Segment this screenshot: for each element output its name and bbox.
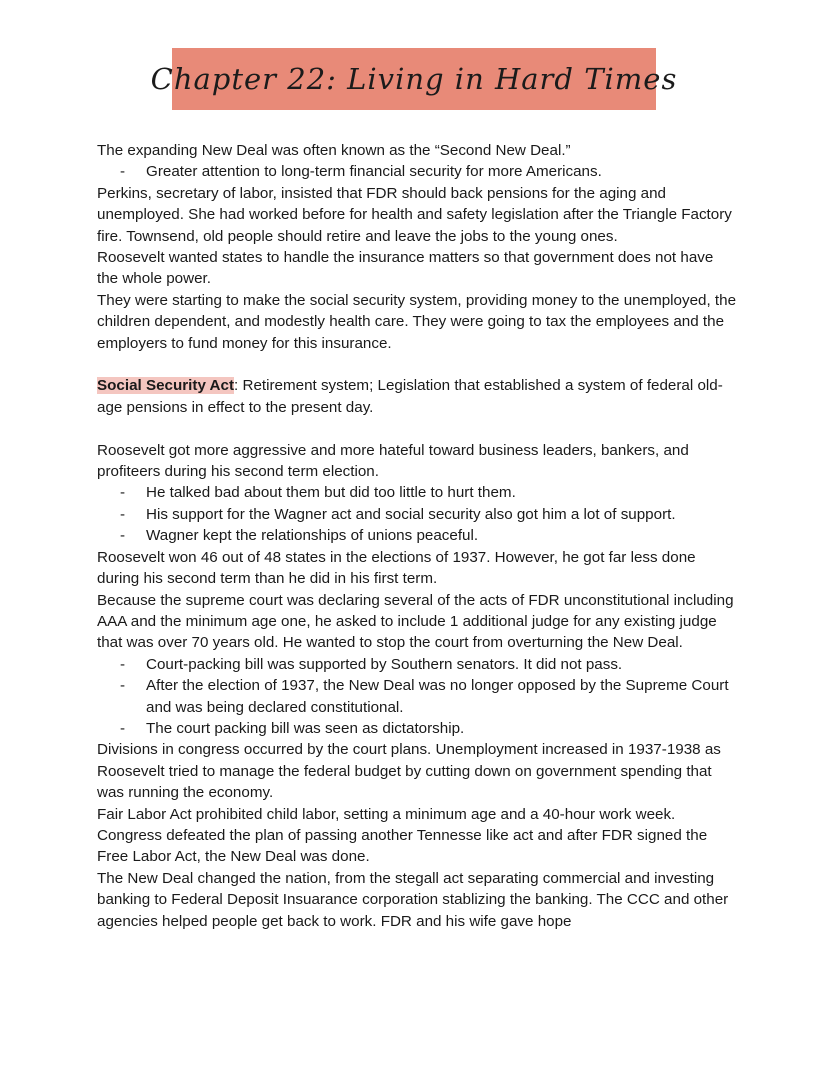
bullet-item: - The court packing bill was seen as dictatorship.: [120, 719, 465, 737]
bullet-item: - Greater attention to long-term financial security for more Americans.: [120, 163, 602, 181]
bullet-item: - After the election of 1937, the New Deal was no longer opposed by the Supreme Court and was being declared constitutional.: [120, 677, 729, 716]
highlighted-term: Social Security Act: [97, 377, 235, 395]
paragraph-divisions-congress: Divisions in congress occurred by the court plans. Unemployment increased in 1937-1938 as Roosevelt tried to manage the federal budget by cutting down on government spending that was running the economy.: [97, 741, 721, 802]
paragraph-social-security-act: [97, 375, 737, 418]
paragraph-social-security-system: They were starting to make the social security system, providing money to the unemployed, the children dependent, and modestly health care. They were going to tax the employees and the employers to fund money for this insurance.: [97, 291, 737, 352]
paragraph-new-deal-changed: The New Deal changed the nation, from the stegall act separating commercial and investing banking to Federal Deposit Insuarance corporation stablizing the banking. The CCC and other agencies helped people get back to work. FDR and his wife gave hope: [97, 869, 729, 930]
paragraph-second-new-deal: The expanding New Deal was often known as the “Second New Deal.”: [97, 142, 571, 159]
term-definition: : Retirement system; Legislation that established a system of federal old-age pensions in effect to the present day.: [97, 377, 723, 416]
paragraph-perkins: Perkins, secretary of labor, insisted that FDR should back pensions for the aging and unemployed. She had worked before for health and safety legislation after the Triangle Factory fire. Townsend, old people should retire and leave the jobs to the young ones.: [97, 184, 732, 245]
paragraph-fair-labor-act: Fair Labor Act prohibited child labor, setting a minimum age and a 40-hour work week. Congress defeated the plan of passing another Tennesse like act and after FDR signed the Free Labor Act, the New Deal was done.: [97, 805, 708, 866]
bullet-item: - He talked bad about them but did too little to hurt them.: [120, 484, 516, 502]
paragraph-states-insurance: Roosevelt wanted states to handle the insurance matters so that government does not have the whole power.: [97, 249, 714, 288]
paragraph-election-1937: Roosevelt won 46 out of 48 states in the elections of 1937. However, he got far less done during his second term than he did in his first term.: [97, 548, 696, 588]
paragraph-supreme-court: Because the supreme court was declaring several of the acts of FDR unconstitutional including AAA and the minimum age one, he asked to include 1 additional judge for any existing judge that was over 70 years old. He wanted to stop the court from overturning the New Deal.: [97, 591, 734, 652]
bullet-item: - Wagner kept the relationships of unions peaceful.: [120, 527, 479, 545]
paragraph-second-term: Roosevelt got more aggressive and more hateful toward business leaders, bankers, and profiteers during his second term election.: [97, 441, 689, 481]
chapter-title: Chapter 22: Living in Hard Times: [150, 62, 678, 96]
bullet-item: - His support for the Wagner act and social security also got him a lot of support.: [120, 505, 676, 523]
bullet-item: - Court-packing bill was supported by Southern senators. It did not pass.: [120, 655, 623, 673]
chapter-title-banner: [150, 48, 678, 110]
document-body: [97, 140, 737, 932]
